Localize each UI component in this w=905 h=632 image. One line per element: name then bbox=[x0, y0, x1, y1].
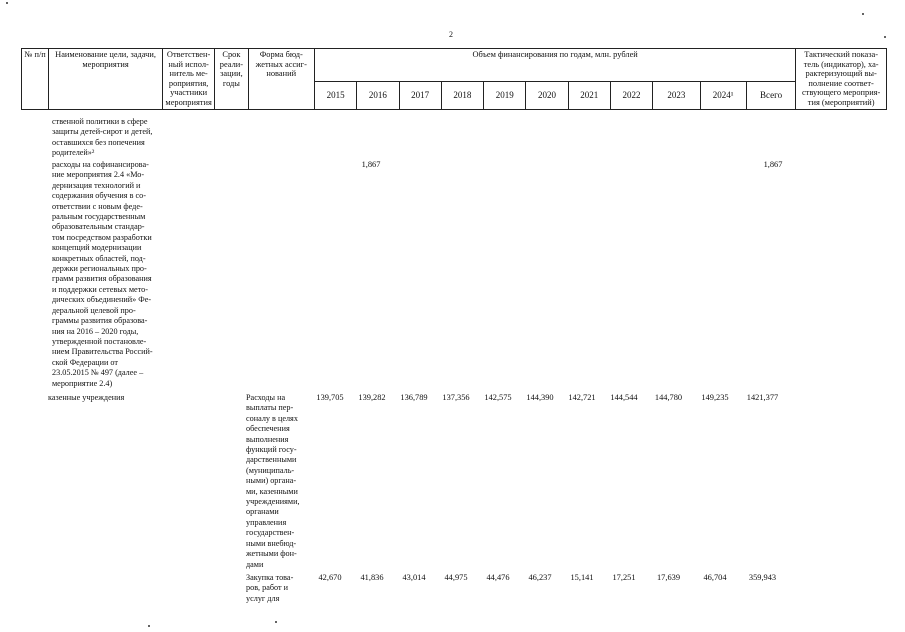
value-cell: 139,705 bbox=[316, 393, 344, 402]
scan-speck bbox=[6, 2, 8, 4]
header-term: Срок реали- зации, годы bbox=[215, 49, 248, 110]
page-number: 2 bbox=[449, 30, 453, 39]
header-financing: Объем финансирования по годам, млн. рублей bbox=[314, 49, 795, 82]
value-cell: 46,704 bbox=[703, 573, 727, 582]
value-cell: 139,282 bbox=[358, 393, 386, 402]
value-cell: 144,390 bbox=[526, 393, 554, 402]
value-cell-total: 1421,377 bbox=[746, 393, 779, 402]
value-cell: 137,356 bbox=[442, 393, 470, 402]
scan-speck bbox=[148, 625, 150, 627]
year-header: 2016 bbox=[357, 82, 399, 109]
purchase-form: Закупка това- ров, работ и услуг для bbox=[246, 573, 294, 603]
header-number: № п/п bbox=[22, 49, 49, 110]
value-cell: 142,575 bbox=[484, 393, 512, 402]
year-header: 2022 bbox=[610, 82, 652, 109]
header-indicator: Тактический показа- тель (индикатор), ха- рактеризующий вы- полнение соответ- ствующего мероприя- тия (мероприятий) bbox=[796, 49, 887, 110]
value-cell: 136,789 bbox=[400, 393, 428, 402]
value-cell-total: 359,943 bbox=[748, 573, 777, 582]
header-budget-form: Форма бюд- жетных ассиг- нований bbox=[248, 49, 314, 110]
year-header: 2017 bbox=[399, 82, 441, 109]
value-cell: 15,141 bbox=[570, 573, 594, 582]
personnel-expenses-form: Расходы на выплаты пер- соналу в целях обеспечения выполнения функций госу- дарственными (муниципаль- ными) органа- ми, казенными учреждениями, органами управления государствен- ными внебюд- жетными фон- дами bbox=[246, 393, 300, 569]
header-name: Наименование цели, задачи, мероприятия bbox=[49, 49, 163, 110]
value-cell: 17,639 bbox=[656, 573, 681, 582]
year-header-total: Всего bbox=[746, 82, 795, 109]
scan-speck bbox=[275, 621, 277, 623]
scan-speck bbox=[862, 13, 864, 15]
value-cell: 17,251 bbox=[612, 573, 636, 582]
value-cell: 144,780 bbox=[654, 393, 683, 402]
value-cell: 44,975 bbox=[444, 573, 468, 582]
value-cell: 44,476 bbox=[486, 573, 510, 582]
value-cell: 149,235 bbox=[701, 393, 729, 402]
value-cell: 42,670 bbox=[318, 573, 342, 582]
value-total: 1,867 bbox=[763, 160, 783, 169]
header-responsible: Ответствен- ный испол- нитель ме- роприятия, участники мероприятия bbox=[162, 49, 214, 110]
goal-text-continuation: ственной политики в сфере защиты детей-сирот и детей, оставшихся без попечения родителей»² bbox=[52, 117, 153, 158]
value-2016: 1,867 bbox=[361, 160, 381, 169]
activity-2-4-description: расходы на софинансирова- ние мероприятия 2.4 «Мо- дернизация технологий и содержания обучения в со- ответствии с новым феде- ральным государственным образовательным стандар- том посредством разработки концепций модернизации конкретных областей, под- держки региональных про- грамм развития образования и поддержки сетевых мето- дических объединений» Фе- деральной целевой про- граммы развития образова- ния на 2016 – 2020 годы, утвержденной постановле- нием Правительства Россий- ской Федерации от 23.05.2015 № 497 (далее – мероприятие 2.4) bbox=[52, 160, 153, 388]
value-cell: 46,237 bbox=[528, 573, 552, 582]
scan-speck bbox=[884, 36, 886, 38]
value-cell: 142,721 bbox=[568, 393, 596, 402]
year-header: 2024¹ bbox=[700, 82, 746, 109]
header-table bbox=[21, 48, 887, 110]
value-cell: 144,544 bbox=[610, 393, 638, 402]
year-header: 2019 bbox=[484, 82, 526, 109]
year-header: 2023 bbox=[653, 82, 700, 109]
year-header: 2015 bbox=[314, 82, 356, 109]
value-cell: 41,836 bbox=[360, 573, 384, 582]
year-header: 2020 bbox=[526, 82, 568, 109]
value-cell: 43,014 bbox=[402, 573, 426, 582]
year-header: 2021 bbox=[568, 82, 610, 109]
year-header: 2018 bbox=[441, 82, 483, 109]
institutions-label: казенные учреждения bbox=[48, 393, 125, 402]
